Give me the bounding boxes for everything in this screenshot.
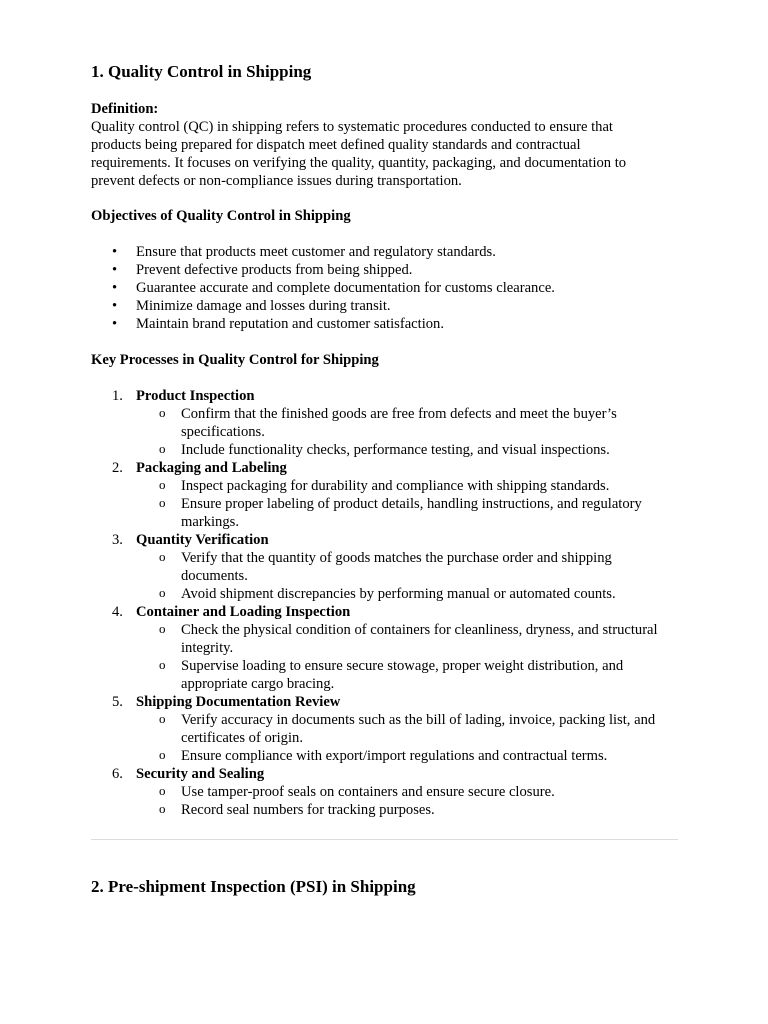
sub-item xyxy=(136,711,681,747)
processes-heading: Key Processes in Quality Control for Shipping xyxy=(91,352,379,368)
list-item xyxy=(91,279,681,297)
sub-item xyxy=(136,495,681,531)
process-sublist xyxy=(136,549,681,603)
circle-bullet-icon: o xyxy=(159,477,166,492)
process-sublist xyxy=(136,783,681,819)
sub-item xyxy=(136,801,681,819)
circle-bullet-icon: o xyxy=(159,783,166,798)
process-title: Quantity Verification xyxy=(136,532,269,548)
sub-item-text: Check the physical condition of containers for cleanliness, dryness, and structural integrity. xyxy=(181,622,658,656)
objective-text: Prevent defective products from being shipped. xyxy=(136,262,413,278)
list-item xyxy=(91,243,681,261)
sub-item xyxy=(136,621,681,657)
process-sublist xyxy=(136,405,681,459)
sub-item-text: Ensure proper labeling of product details, handling instructions, and regulatory markings. xyxy=(181,496,642,530)
sub-item-text: Record seal numbers for tracking purposes. xyxy=(181,802,435,818)
sub-item xyxy=(136,783,681,801)
circle-bullet-icon: o xyxy=(159,747,166,762)
process-title: Packaging and Labeling xyxy=(136,460,287,476)
process-title: Product Inspection xyxy=(136,388,255,404)
processes-list xyxy=(91,387,681,819)
sub-item xyxy=(136,477,681,495)
bullet-icon: • xyxy=(112,280,118,296)
section-2-title: 2. Pre-shipment Inspection (PSI) in Shipping xyxy=(91,877,416,896)
circle-bullet-icon: o xyxy=(159,657,166,672)
process-sublist xyxy=(136,621,681,693)
process-item xyxy=(91,765,681,819)
definition-label: Definition: xyxy=(91,101,159,117)
process-title: Container and Loading Inspection xyxy=(136,604,351,620)
circle-bullet-icon: o xyxy=(159,711,166,726)
process-title: Shipping Documentation Review xyxy=(136,694,341,710)
process-sublist xyxy=(136,711,681,765)
sub-item-text: Avoid shipment discrepancies by performing manual or automated counts. xyxy=(181,586,616,602)
list-item xyxy=(91,261,681,279)
process-item xyxy=(91,459,681,531)
sub-item xyxy=(136,549,681,585)
section-divider xyxy=(91,839,678,840)
sub-item-text: Verify accuracy in documents such as the bill of lading, invoice, packing list, and certificates of origin. xyxy=(181,712,656,746)
objectives-heading: Objectives of Quality Control in Shipping xyxy=(91,208,351,224)
objective-text: Maintain brand reputation and customer satisfaction. xyxy=(136,316,445,332)
sub-item xyxy=(136,585,681,603)
sub-item-text: Verify that the quantity of goods matches the purchase order and shipping documents. xyxy=(181,550,612,584)
circle-bullet-icon: o xyxy=(159,495,166,510)
bullet-icon: • xyxy=(112,262,118,278)
circle-bullet-icon: o xyxy=(159,801,166,816)
sub-item xyxy=(136,441,681,459)
definition-text: Quality control (QC) in shipping refers to systematic procedures conducted to ensure that products being prepared for dispatch meet defined quality standards and contractual requirements. It focuses on verifying the quality, quantity, packaging, and documentation to prevent defects or non-compliance issues during transportation. xyxy=(91,119,627,189)
circle-bullet-icon: o xyxy=(159,405,166,420)
process-number: 2. xyxy=(112,460,123,476)
process-item xyxy=(91,603,681,693)
sub-item-text: Confirm that the finished goods are free from defects and meet the buyer’s specifications. xyxy=(181,406,617,440)
sub-item xyxy=(136,747,681,765)
process-number: 3. xyxy=(112,532,123,548)
bullet-icon: • xyxy=(112,298,118,314)
process-number: 6. xyxy=(112,766,123,782)
process-item xyxy=(91,693,681,765)
sub-item xyxy=(136,405,681,441)
document-body xyxy=(91,61,681,819)
objective-text: Guarantee accurate and complete documentation for customs clearance. xyxy=(136,280,555,296)
section-1-title: 1. Quality Control in Shipping xyxy=(91,62,312,81)
circle-bullet-icon: o xyxy=(159,549,166,564)
bullet-icon: • xyxy=(112,316,118,332)
list-item xyxy=(91,315,681,333)
process-title: Security and Sealing xyxy=(136,766,265,782)
sub-item-text: Supervise loading to ensure secure stowage, proper weight distribution, and appropriate cargo bracing. xyxy=(181,658,624,692)
sub-item-text: Use tamper-proof seals on containers and ensure secure closure. xyxy=(181,784,555,800)
objective-text: Ensure that products meet customer and regulatory standards. xyxy=(136,244,496,260)
process-item xyxy=(91,387,681,459)
sub-item-text: Inspect packaging for durability and compliance with shipping standards. xyxy=(181,478,610,494)
process-item xyxy=(91,531,681,603)
sub-item-text: Include functionality checks, performance testing, and visual inspections. xyxy=(181,442,610,458)
circle-bullet-icon: o xyxy=(159,441,166,456)
process-number: 5. xyxy=(112,694,123,710)
circle-bullet-icon: o xyxy=(159,585,166,600)
objectives-list xyxy=(91,243,681,333)
process-number: 4. xyxy=(112,604,123,620)
list-item xyxy=(91,297,681,315)
sub-item-text: Ensure compliance with export/import regulations and contractual terms. xyxy=(181,748,608,764)
sub-item xyxy=(136,657,681,693)
process-sublist xyxy=(136,477,681,531)
bullet-icon: • xyxy=(112,244,118,260)
process-number: 1. xyxy=(112,388,123,404)
objective-text: Minimize damage and losses during transit. xyxy=(136,298,391,314)
circle-bullet-icon: o xyxy=(159,621,166,636)
